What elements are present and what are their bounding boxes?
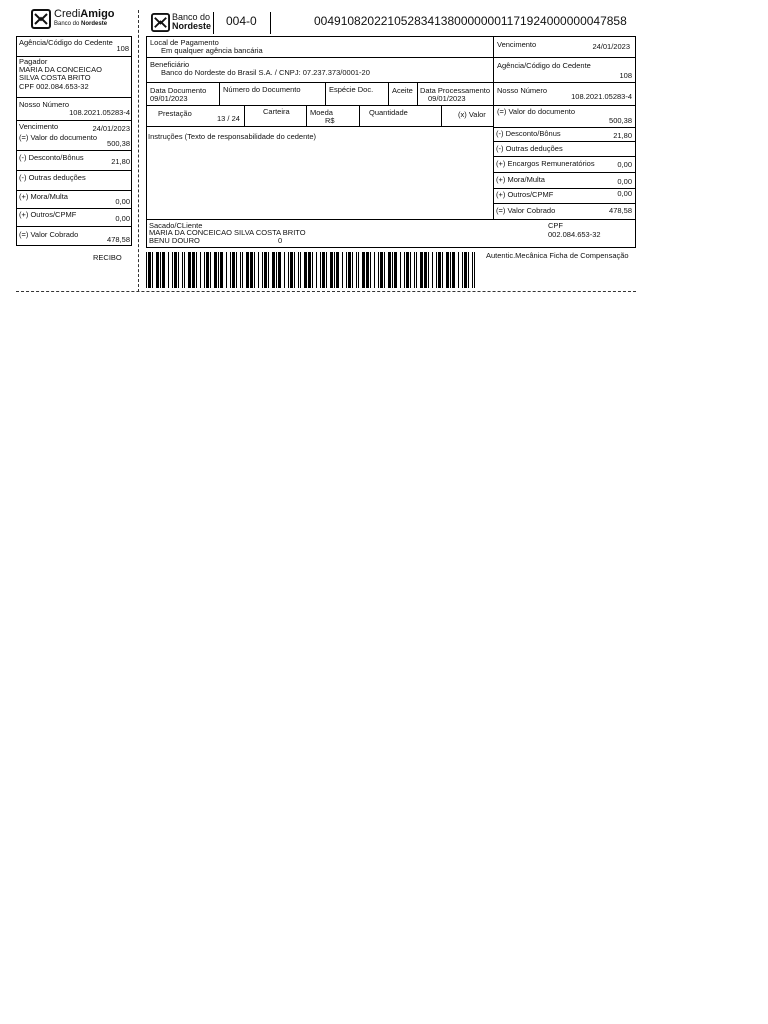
aceite-label: Aceite [392, 86, 413, 95]
bank-code: 004-0 [226, 14, 257, 28]
left-valor-doc-value: 500,38 [107, 139, 130, 148]
instrucoes-label: Instruções (Texto de responsabilidade do cedente) [148, 132, 317, 141]
bnb-logo-icon [151, 13, 170, 32]
crediamigo-logo-icon [31, 9, 51, 29]
num-doc-label: Número do Documento [223, 85, 301, 94]
left-agencia-label: Agência/Código do Cedente [19, 38, 113, 47]
quantidade-label: Quantidade [369, 108, 408, 117]
recibo-label: RECIBO [93, 253, 122, 262]
data-proc-label: Data Processamento [420, 86, 491, 95]
especie-label: Espécie Doc. [329, 85, 374, 94]
right-cobrado-value: 478,58 [609, 206, 632, 215]
left-venc-label: Vencimento [19, 122, 59, 131]
sacado-zero: 0 [278, 236, 283, 245]
crediamigo-logo [31, 9, 131, 31]
barcode [146, 252, 480, 288]
brand-sub-light: Banco do [54, 21, 82, 27]
right-nosso-value: 108.2021.05283-4 [571, 92, 632, 101]
left-outros-label: (+) Outros/CPMF [19, 210, 77, 219]
right-agencia-label: Agência/Código do Cedente [497, 61, 591, 70]
benef-value: Banco do Nordeste do Brasil S.A. / CNPJ: 07.237.373/0001-20 [161, 68, 370, 77]
benef-label: Beneficiário [150, 60, 190, 69]
sacado-city: BENU DOURO [149, 236, 200, 245]
left-mora-value: 0,00 [115, 197, 130, 206]
cpf-value: 002.084.653-32 [548, 230, 601, 239]
prestacao-label: Prestação [158, 109, 192, 118]
right-valor-doc-value: 500,38 [609, 116, 632, 125]
right-outros-value: 0,00 [617, 189, 632, 198]
bnb-name-2: Nordeste [172, 21, 212, 31]
valor-x-label: (x) Valor [458, 110, 486, 119]
bnb-logo [151, 12, 213, 34]
left-valor-doc-label: (=) Valor do documento [19, 133, 98, 142]
left-mora-label: (+) Mora/Multa [19, 192, 68, 201]
local-label: Local de Pagamento [150, 38, 219, 47]
left-cobrado-value: 478,58 [107, 235, 130, 244]
left-pagador-name-2: SILVA COSTA BRITO [19, 73, 91, 82]
right-outras-label: (-) Outras deduções [496, 144, 563, 153]
right-valor-doc-label: (=) Valor do documento [497, 107, 576, 116]
brand-sub-bold: Nordeste [81, 21, 108, 27]
left-venc-value: 24/01/2023 [92, 124, 130, 133]
right-venc-value: 24/01/2023 [592, 42, 630, 51]
left-desconto-value: 21,80 [111, 157, 130, 166]
data-doc-label: Data Documento [150, 86, 207, 95]
local-value: Em qualquer agência bancária [161, 46, 263, 55]
left-pagador-name-1: MARIA DA CONCEICAO [19, 65, 102, 74]
right-mora-label: (+) Mora/Multa [496, 175, 545, 184]
right-desconto-value: 21,80 [613, 131, 632, 140]
left-agencia-value: 108 [116, 44, 129, 53]
left-pagador-cpf: CPF 002.084.653-32 [19, 82, 89, 91]
data-proc-value: 09/01/2023 [428, 94, 466, 103]
sacado-label: Sacado/CLiente [149, 221, 203, 230]
moeda-value: R$ [325, 116, 335, 125]
right-encargos-label: (+) Encargos Remuneratórios [496, 159, 595, 168]
right-cobrado-label: (=) Valor Cobrado [496, 206, 556, 215]
prestacao-value: 13 / 24 [217, 114, 240, 123]
right-outros-label: (+) Outros/CPMF [496, 190, 554, 199]
bnb-name-1: Banco do [172, 12, 211, 22]
left-nosso-label: Nosso Número [19, 100, 70, 109]
left-pagador-label: Pagador [19, 57, 48, 66]
left-outros-value: 0,00 [115, 214, 130, 223]
right-agencia-value: 108 [619, 71, 632, 80]
carteira-label: Carteira [263, 107, 290, 116]
right-encargos-value: 0,00 [617, 160, 632, 169]
cpf-label: CPF [548, 221, 563, 230]
left-cobrado-label: (=) Valor Cobrado [19, 230, 79, 239]
left-desconto-label: (-) Desconto/Bônus [19, 153, 84, 162]
sacado-name: MARIA DA CONCEICAO SILVA COSTA BRITO [149, 228, 306, 237]
right-desconto-label: (-) Desconto/Bônus [496, 129, 561, 138]
left-outras-label: (-) Outras deduções [19, 173, 86, 182]
left-nosso-value: 108.2021.05283-4 [69, 108, 130, 117]
data-doc-value: 09/01/2023 [150, 94, 188, 103]
linha-digitavel: 00491082022105283413800000001171924000000047858 [314, 14, 627, 28]
moeda-label: Moeda [310, 108, 333, 117]
brand-name-light: Credi [54, 8, 81, 20]
right-venc-label: Vencimento [497, 40, 537, 49]
brand-name-bold: Amigo [80, 8, 115, 20]
right-nosso-label: Nosso Número [497, 86, 548, 95]
autentic-label: Autentic.Mecânica Ficha de Compensação [486, 251, 629, 260]
right-mora-value: 0,00 [617, 177, 632, 186]
